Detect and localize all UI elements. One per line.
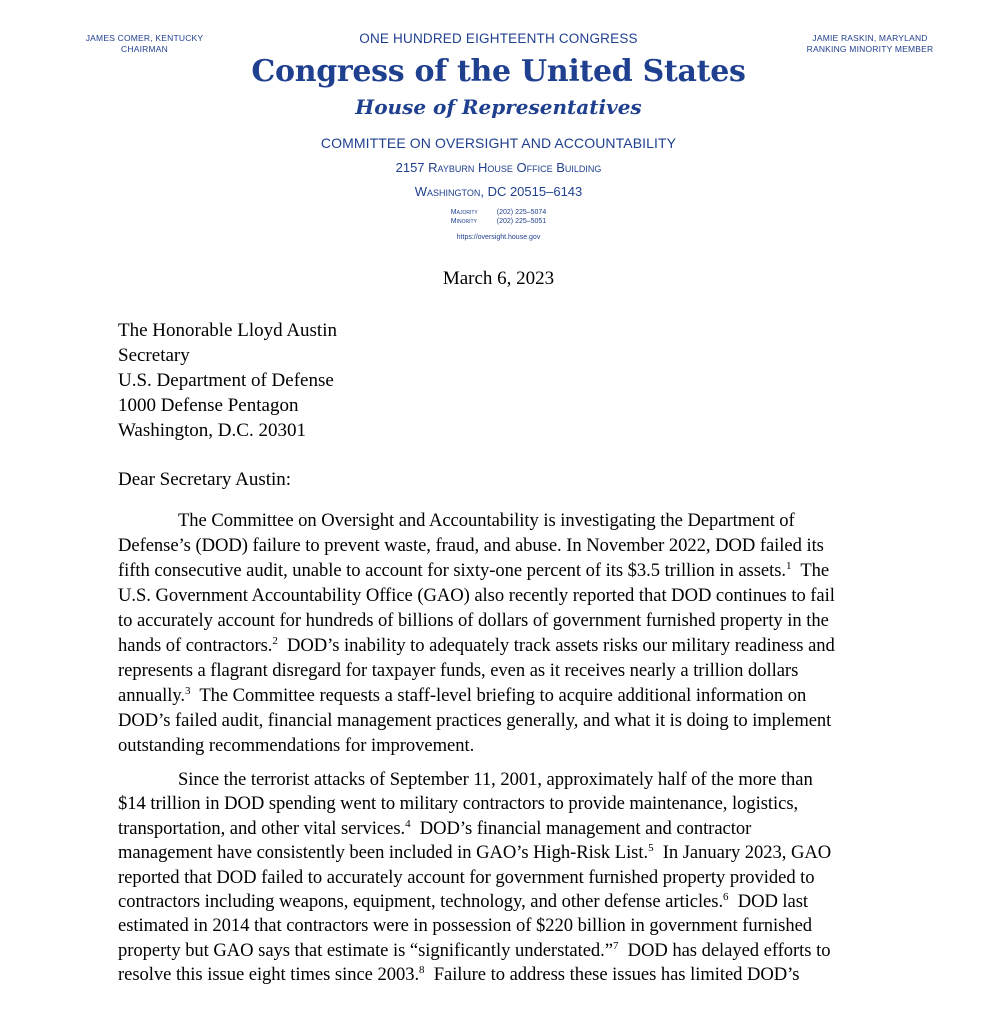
chairman-name: JAMES COMER, KENTUCKY <box>85 33 204 43</box>
majority-label: Majority <box>450 209 478 216</box>
footnote-ref[interactable]: 8 <box>419 964 425 977</box>
text-line: estimated in 2014 that contractors were in possession of $220 billion in government furnished <box>118 915 813 937</box>
minority-label: Minority <box>450 218 477 225</box>
recipient-line: Secretary <box>118 345 190 366</box>
text-line: fifth consecutive audit, unable to account for sixty-one percent of its $3.5 trillion in assets.$^1$ The <box>118 559 830 581</box>
text-line: transportation, and other vital services.$^4$ DOD’s financial management and contractor <box>118 817 752 839</box>
chairman-title: CHAIRMAN <box>121 44 168 54</box>
website-link[interactable]: https://oversight.house.gov <box>456 234 541 241</box>
text-line: contractors including weapons, equipment, technology, and other defense articles.$^6$ DOD last <box>118 890 809 913</box>
footnote-ref[interactable]: 3 <box>185 684 191 697</box>
text-line: hands of contractors.$^2$ DOD’s inability to adequately track assets risks our military readiness and <box>118 634 835 656</box>
text-line: Defense’s (DOD) failure to prevent waste, fraud, and abuse. In November 2022, DOD failed its <box>118 535 824 556</box>
salutation: Dear Secretary Austin: <box>118 469 292 490</box>
text-line: $14 trillion in DOD spending went to military contractors to provide maintenance, logistics, <box>118 793 799 815</box>
text-line: reported that DOD failed to accurately account for government furnished property provided to <box>118 866 815 888</box>
committee-name: COMMITTEE ON OVERSIGHT AND ACCOUNTABILITY <box>320 135 677 151</box>
phone-numbers <box>0 208 997 226</box>
footnote-ref[interactable]: 4 <box>405 817 411 830</box>
ranking-member-title: RANKING MINORITY MEMBER <box>806 44 934 54</box>
footnote-ref[interactable]: 1 <box>786 559 792 572</box>
text-line: property but GAO says that estimate is “significantly understated.”$^7$ DOD has delayed efforts to <box>118 939 831 961</box>
office-address: 2157 Rayburn House Office Building <box>395 160 602 175</box>
minority-phone: (202) 225–5051 <box>496 218 547 225</box>
text-line: U.S. Government Accountability Office (GAO) also recently reported that DOD continues to fail <box>118 585 835 606</box>
ranking-member-name: JAMIE RASKIN, MARYLAND <box>812 33 928 43</box>
congress-title: Congress of the United States <box>251 54 746 89</box>
letter-date: March 6, 2023 <box>442 268 555 289</box>
office-city: Washington, DC 20515–6143 <box>414 184 583 199</box>
text-line: outstanding recommendations for improvement. <box>118 735 475 756</box>
text-line: Since the terrorist attacks of September 11, 2001, approximately half of the more than <box>178 769 813 790</box>
text-line: annually.$^3$ The Committee requests a staff-level briefing to acquire additional information on <box>118 684 807 706</box>
text-line: represents a flagrant disregard for taxpayer funds, even as it receives nearly a trillion dollars <box>118 660 799 681</box>
footnote-ref[interactable]: 6 <box>723 890 729 903</box>
recipient-line: The Honorable Lloyd Austin <box>118 320 337 341</box>
recipient-line: Washington, D.C. 20301 <box>118 420 306 441</box>
text-line: resolve this issue eight times since 2003.$^8$ Failure to address these issues has limited DOD’s <box>118 964 800 986</box>
recipient-line: 1000 Defense Pentagon <box>118 395 299 416</box>
footnote-ref[interactable]: 5 <box>648 842 654 855</box>
minority-phone-row <box>0 217 997 226</box>
recipient-line: U.S. Department of Defense <box>118 370 334 391</box>
text-line: management have consistently been included in GAO’s High-Risk List.$^5$ In January 2023, GAO <box>118 842 832 864</box>
congress-number: ONE HUNDRED EIGHTEENTH CONGRESS <box>359 31 638 46</box>
majority-phone: (202) 225–5074 <box>496 209 547 216</box>
recipient-address <box>118 318 337 443</box>
body-paragraph-1 <box>118 508 908 758</box>
house-title: House of Representatives <box>355 95 642 119</box>
footnote-ref[interactable]: 2 <box>272 634 278 647</box>
majority-phone-row <box>0 208 997 217</box>
text-line: The Committee on Oversight and Accountability is investigating the Department of <box>178 510 795 531</box>
body-paragraph-2 <box>118 768 908 988</box>
footnote-ref[interactable]: 7 <box>612 939 619 952</box>
text-line: DOD’s failed audit, financial management practices generally, and what it is doing to implement <box>118 710 832 731</box>
text-line: to accurately account for hundreds of billions of dollars of government furnished property in the <box>118 610 829 631</box>
